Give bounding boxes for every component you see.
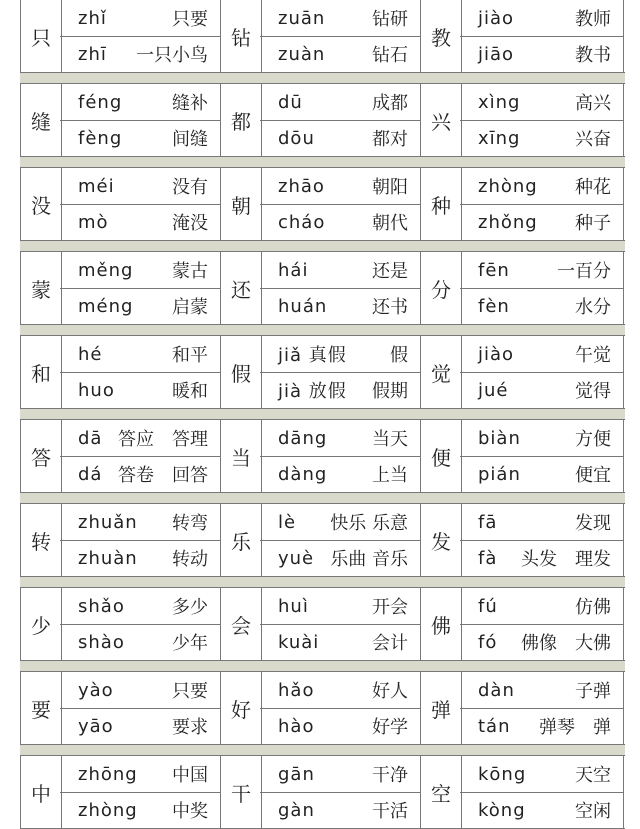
reading-cell [260, 672, 421, 744]
reading-line [60, 420, 220, 456]
character-cell: 好 [220, 672, 262, 744]
reading-cell [60, 756, 221, 828]
reading-line [60, 588, 220, 624]
example-words: 种花 [575, 177, 611, 198]
pinyin: yāo [78, 715, 114, 737]
character-cell: 只 [20, 0, 62, 72]
reading-line [60, 756, 220, 792]
pinyin: cháo [278, 211, 326, 233]
pinyin: gàn [278, 799, 315, 821]
example-words: 答卷 回答 [118, 465, 208, 486]
example-words: 教师 [575, 9, 611, 30]
reading-line [60, 36, 220, 72]
example-words: 间缝 [172, 129, 208, 150]
reading-cell [460, 0, 624, 72]
example-words: 假期 [372, 381, 408, 402]
example-words: 中奖 [172, 801, 208, 822]
character-cell: 种 [420, 168, 462, 240]
character-cell: 还 [220, 252, 262, 324]
example-words: 高兴 [575, 93, 611, 114]
row-separator [20, 661, 625, 672]
reading-line [60, 336, 220, 372]
reading-line [60, 84, 220, 120]
character-cell: 干 [220, 756, 262, 828]
reading-line [460, 252, 623, 288]
pinyin: zuān [278, 7, 326, 29]
reading-line [60, 0, 220, 36]
reading-line [460, 288, 623, 324]
pinyin: fó [478, 631, 498, 653]
reading-line [60, 168, 220, 204]
example-words: 会计 [372, 633, 408, 654]
reading-cell [460, 588, 624, 660]
reading-line [260, 0, 420, 36]
example-words: 当天 [372, 429, 408, 450]
pinyin: zhī [78, 43, 107, 65]
example-words: 只要 [172, 9, 208, 30]
reading-cell [460, 756, 624, 828]
pinyin: biàn [478, 427, 521, 449]
reading-line [460, 84, 623, 120]
reading-line [460, 168, 623, 204]
row-separator [20, 241, 625, 252]
row-separator [20, 409, 625, 420]
example-words: 快乐 乐意 [330, 513, 408, 534]
pinyin: mò [78, 211, 109, 233]
example-words: 上当 [372, 465, 408, 486]
pinyin: zhāo [278, 175, 325, 197]
pinyin: zhòng [478, 175, 538, 197]
reading-cell [460, 504, 624, 576]
row-separator [20, 325, 625, 336]
reading-line [460, 504, 623, 540]
reading-line [260, 672, 420, 708]
pinyin: fú [478, 595, 498, 617]
table-row [20, 504, 625, 577]
example-words: 一只小鸟 [136, 45, 208, 66]
example-words: 子弹 [575, 681, 611, 702]
pinyin: zhǐ [78, 7, 107, 29]
pinyin: yào [78, 679, 114, 701]
example-words: 干活 [372, 801, 408, 822]
reading-line [260, 120, 420, 156]
character-cell: 和 [20, 336, 62, 408]
example-words: 干净 [372, 765, 408, 786]
example-words: 答应 答理 [118, 429, 208, 450]
pinyin: jiǎ 真假 [278, 345, 347, 366]
pinyin: fā [478, 511, 498, 533]
example-words: 钻石 [372, 45, 408, 66]
table-row [20, 672, 625, 745]
character-cell: 要 [20, 672, 62, 744]
reading-cell [60, 84, 221, 156]
character-cell: 教 [420, 0, 462, 72]
character-cell: 少 [20, 588, 62, 660]
example-words: 都对 [372, 129, 408, 150]
example-words: 淹没 [172, 213, 208, 234]
reading-line [60, 456, 220, 492]
pinyin: xìng [478, 91, 521, 113]
pinyin: hǎo [278, 679, 315, 701]
reading-cell [260, 168, 421, 240]
reading-cell [60, 336, 221, 408]
example-words: 觉得 [575, 381, 611, 402]
row-separator [20, 157, 625, 168]
pinyin: hào [278, 715, 315, 737]
example-words: 蒙古 [172, 261, 208, 282]
reading-cell [260, 504, 421, 576]
reading-cell [260, 588, 421, 660]
reading-cell [60, 588, 221, 660]
pinyin: dōu [278, 127, 315, 149]
reading-line [460, 336, 623, 372]
row-separator [20, 577, 625, 588]
reading-cell [460, 420, 624, 492]
example-words: 只要 [172, 681, 208, 702]
pinyin: zhǒng [478, 211, 538, 233]
example-words: 头发 理发 [521, 549, 611, 570]
reading-line [460, 540, 623, 576]
character-cell: 便 [420, 420, 462, 492]
reading-line [260, 168, 420, 204]
reading-cell [260, 336, 421, 408]
example-words: 成都 [372, 93, 408, 114]
example-words: 开会 [372, 597, 408, 618]
pinyin: kōng [478, 763, 527, 785]
reading-line [460, 372, 623, 408]
reading-cell [260, 420, 421, 492]
reading-line [60, 504, 220, 540]
example-words: 多少 [172, 597, 208, 618]
reading-line [460, 792, 623, 828]
reading-line [260, 36, 420, 72]
reading-cell [60, 168, 221, 240]
pinyin: dàng [278, 463, 328, 485]
example-words: 缝补 [172, 93, 208, 114]
reading-line [260, 420, 420, 456]
example-words: 便宜 [575, 465, 611, 486]
pinyin: jiào [478, 7, 515, 29]
example-words: 方便 [575, 429, 611, 450]
character-cell: 答 [20, 420, 62, 492]
example-words: 仿佛 [575, 597, 611, 618]
character-cell: 缝 [20, 84, 62, 156]
example-words: 好人 [372, 681, 408, 702]
character-cell: 转 [20, 504, 62, 576]
example-words: 午觉 [575, 345, 611, 366]
pinyin: kuài [278, 631, 320, 653]
reading-line [60, 672, 220, 708]
reading-line [60, 372, 220, 408]
pinyin: huo [78, 379, 115, 401]
reading-line [60, 288, 220, 324]
reading-line [260, 252, 420, 288]
reading-cell [60, 504, 221, 576]
reading-line [60, 708, 220, 744]
character-cell: 空 [420, 756, 462, 828]
example-words: 要求 [172, 717, 208, 738]
reading-cell [460, 672, 624, 744]
pinyin: féng [78, 91, 123, 113]
pinyin: fèn [478, 295, 510, 317]
example-words: 启蒙 [172, 297, 208, 318]
reading-line [260, 336, 420, 372]
pinyin: tán [478, 715, 511, 737]
reading-line [260, 792, 420, 828]
character-cell: 朝 [220, 168, 262, 240]
reading-line [460, 36, 623, 72]
reading-line [60, 540, 220, 576]
row-separator [20, 493, 625, 504]
character-cell: 没 [20, 168, 62, 240]
reading-cell [460, 336, 624, 408]
pinyin: hé [78, 343, 103, 365]
example-words: 暖和 [172, 381, 208, 402]
example-words: 种子 [575, 213, 611, 234]
reading-line [260, 456, 420, 492]
table-row [20, 168, 625, 241]
pinyin: jiào [478, 343, 515, 365]
pinyin: fà [478, 547, 498, 569]
example-words: 好学 [372, 717, 408, 738]
pinyin: fēn [478, 259, 510, 281]
example-words: 没有 [172, 177, 208, 198]
reading-line [460, 420, 623, 456]
character-cell: 乐 [220, 504, 262, 576]
pinyin: yuè [278, 547, 315, 569]
example-words: 朝代 [372, 213, 408, 234]
example-words: 佛像 大佛 [521, 633, 611, 654]
character-cell: 弹 [420, 672, 462, 744]
polyphonic-char-table [20, 0, 625, 829]
reading-line [60, 204, 220, 240]
character-cell: 都 [220, 84, 262, 156]
pinyin: gān [278, 763, 315, 785]
pinyin: shào [78, 631, 125, 653]
pinyin: zhuǎn [78, 511, 138, 533]
example-words: 水分 [575, 297, 611, 318]
example-words: 乐曲 音乐 [330, 549, 408, 570]
reading-line [460, 0, 623, 36]
reading-line [260, 624, 420, 660]
pinyin: jué [478, 379, 509, 401]
reading-line [460, 456, 623, 492]
character-cell: 佛 [420, 588, 462, 660]
example-words: 和平 [172, 345, 208, 366]
example-words: 弹琴 弹 [539, 717, 611, 738]
reading-line [260, 288, 420, 324]
character-cell: 蒙 [20, 252, 62, 324]
reading-cell [460, 168, 624, 240]
pinyin: pián [478, 463, 521, 485]
reading-line [60, 120, 220, 156]
example-words: 还是 [372, 261, 408, 282]
reading-line [260, 84, 420, 120]
pinyin: xīng [478, 127, 521, 149]
reading-line [460, 708, 623, 744]
reading-cell [60, 420, 221, 492]
pinyin: lè [278, 511, 297, 533]
pinyin: zhōng [78, 763, 138, 785]
example-words: 少年 [172, 633, 208, 654]
character-cell: 兴 [420, 84, 462, 156]
example-words: 假 [390, 345, 408, 366]
table-row [20, 756, 625, 829]
reading-cell [260, 0, 421, 72]
example-words: 发现 [575, 513, 611, 534]
character-cell: 会 [220, 588, 262, 660]
pinyin: dā [78, 427, 103, 449]
reading-line [460, 672, 623, 708]
reading-line [260, 504, 420, 540]
table-row [20, 588, 625, 661]
pinyin: dāng [278, 427, 328, 449]
reading-line [60, 792, 220, 828]
pinyin: hái [278, 259, 309, 281]
pinyin: jiāo [478, 43, 515, 65]
row-separator [20, 73, 625, 84]
reading-line [460, 120, 623, 156]
table-row [20, 84, 625, 157]
reading-line [260, 540, 420, 576]
character-cell: 中 [20, 756, 62, 828]
example-words: 一百分 [557, 261, 611, 282]
example-words: 朝阳 [372, 177, 408, 198]
reading-cell [260, 84, 421, 156]
reading-line [60, 252, 220, 288]
reading-line [60, 624, 220, 660]
pinyin: huì [278, 595, 309, 617]
reading-cell [60, 0, 221, 72]
reading-cell [60, 252, 221, 324]
example-words: 天空 [575, 765, 611, 786]
example-words: 钻研 [372, 9, 408, 30]
pinyin: měng [78, 259, 134, 281]
character-cell: 分 [420, 252, 462, 324]
reading-cell [460, 84, 624, 156]
reading-line [460, 204, 623, 240]
reading-cell [260, 756, 421, 828]
example-words: 教书 [575, 45, 611, 66]
pinyin: fèng [78, 127, 123, 149]
pinyin: shǎo [78, 595, 125, 617]
reading-line [260, 588, 420, 624]
pinyin: dá [78, 463, 103, 485]
character-cell: 钻 [220, 0, 262, 72]
example-words: 中国 [172, 765, 208, 786]
pinyin: dàn [478, 679, 515, 701]
reading-line [260, 204, 420, 240]
pinyin: dū [278, 91, 303, 113]
example-words: 兴奋 [575, 129, 611, 150]
example-words: 空闲 [575, 801, 611, 822]
pinyin: zhuàn [78, 547, 138, 569]
reading-cell [260, 252, 421, 324]
reading-line [460, 624, 623, 660]
example-words: 还书 [372, 297, 408, 318]
character-cell: 假 [220, 336, 262, 408]
reading-line [260, 372, 420, 408]
reading-cell [460, 252, 624, 324]
character-cell: 当 [220, 420, 262, 492]
reading-line [460, 756, 623, 792]
pinyin: huán [278, 295, 328, 317]
table-row [20, 420, 625, 493]
pinyin: zuàn [278, 43, 326, 65]
character-cell: 发 [420, 504, 462, 576]
table-row [20, 0, 625, 73]
reading-line [460, 588, 623, 624]
reading-line [260, 708, 420, 744]
pinyin: zhòng [78, 799, 138, 821]
row-separator [20, 745, 625, 756]
pinyin: jià 放假 [278, 381, 347, 402]
pinyin: méng [78, 295, 134, 317]
reading-cell [60, 672, 221, 744]
character-cell: 觉 [420, 336, 462, 408]
example-words: 转动 [172, 549, 208, 570]
example-words: 转弯 [172, 513, 208, 534]
reading-line [260, 756, 420, 792]
pinyin: méi [78, 175, 115, 197]
table-row [20, 252, 625, 325]
table-row [20, 336, 625, 409]
pinyin: kòng [478, 799, 526, 821]
